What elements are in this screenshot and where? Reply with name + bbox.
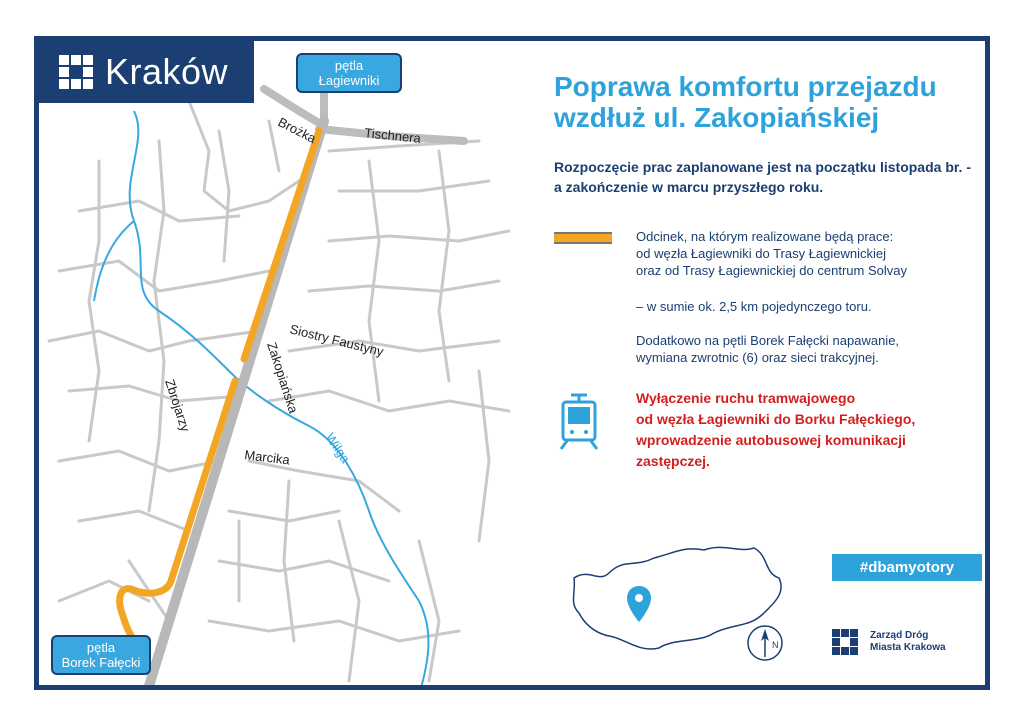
street-label-tischnera: Tischnera xyxy=(363,125,422,146)
works-legend-line: oraz od Trasy Łagiewnickiej do centrum Solvay xyxy=(636,263,907,278)
street-label-zakopianska: Zakopiańska xyxy=(264,340,302,416)
stop-lagiewniki xyxy=(296,53,402,93)
warning-line: wprowadzenie autobusowej komunikacji xyxy=(636,432,906,448)
warning-line: Wyłączenie ruchu tramwajowego xyxy=(636,390,856,406)
works-additional-line: Dodatkowo na pętli Borek Fałęcki napawanie, xyxy=(636,333,900,348)
krakow-logo-mark xyxy=(59,55,93,89)
stop-lagiewniki-line1: pętla xyxy=(334,58,364,73)
stop-borek-line1: pętla xyxy=(86,640,116,655)
street-label-zbrojarzy: Zbrojarzy xyxy=(162,377,194,434)
zdmk-logo xyxy=(832,629,946,655)
works-additional-line: wymiana zwrotnic (6) oraz sieci trakcyjnej. xyxy=(636,350,879,365)
tram-icon xyxy=(557,393,601,451)
intro-text: Rozpoczęcie prac zaplanowane jest na początku listopada br. - a zakończenie w marcu przyszłego roku. xyxy=(554,159,971,195)
zdmk-logo-mark xyxy=(832,629,858,655)
stop-borek-line2: Borek Fałęcki xyxy=(61,655,141,670)
location-pin-icon xyxy=(627,586,651,622)
street-label-marcika: Marcika xyxy=(243,447,291,468)
warning-line: zastępczej. xyxy=(636,453,710,469)
works-legend-swatch xyxy=(554,232,612,244)
route-map xyxy=(39,41,519,690)
warning-line: od węzła Łagiewniki do Borku Fałęckiego, xyxy=(636,411,916,427)
stop-lagiewniki-line2: Łagiewniki xyxy=(318,73,380,88)
works-additional xyxy=(636,332,976,366)
zdmk-logo-text xyxy=(870,630,946,654)
street-label-brozka: Brożka xyxy=(275,114,319,147)
krakow-logo-text: Kraków xyxy=(105,51,229,92)
hashtag-badge: #dbamyotory xyxy=(832,554,982,581)
stop-borek-falecki xyxy=(51,635,151,675)
poster-frame xyxy=(34,36,990,690)
river-label-wilga: Wilga xyxy=(322,430,354,466)
street-label-siostry-faustyny: Siostry Faustyny xyxy=(288,321,386,360)
zdmk-line: Miasta Krakowa xyxy=(870,642,946,653)
poster-title: Poprawa komfortu przejazdu wzdłuż ul. Zakopiańskiej xyxy=(554,71,937,133)
krakow-logo xyxy=(39,41,254,103)
works-legend-line: od węzła Łagiewniki do Trasy Łagiewnickiej xyxy=(636,246,887,261)
zdmk-line: Zarząd Dróg xyxy=(870,630,929,641)
north-arrow-icon xyxy=(745,623,785,663)
service-suspension-warning xyxy=(636,388,976,472)
works-total: – w sumie ok. 2,5 km pojedynczego toru. xyxy=(636,299,872,314)
works-legend-text xyxy=(636,228,976,279)
works-legend-line: Odcinek, na którym realizowane będą prace: xyxy=(636,229,894,244)
north-letter: N xyxy=(772,640,779,650)
